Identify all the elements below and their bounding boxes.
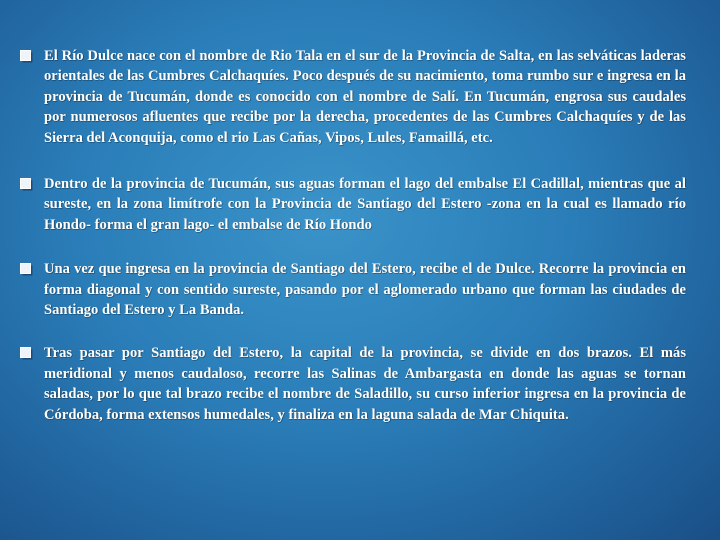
bullet-item-2 <box>20 174 686 235</box>
bullet-text: Tras pasar por Santiago del Estero, la capital de la provincia, se divide en dos brazos. El más meridional y menos caudaloso, recorre las Salinas de Ambargasta en donde las aguas se tornan saladas, por lo que tal brazo recibe el nombre de Saladillo, su curso inferior ingresa en la provincia de Córdoba, forma extensos humedales, y finaliza en la laguna salada de Mar Chiquita. <box>44 345 686 423</box>
bullet-text: Una vez que ingresa en la provincia de Santiago del Estero, recibe el de Dulce. Recorre la provincia en forma diagonal y con sentido sureste, pasando por el aglomerado urbano que forman las ciudades de Santiago del Estero y La Banda. <box>44 261 686 319</box>
checkbox-bullet-icon <box>20 263 33 276</box>
bullet-item-1 <box>20 46 686 148</box>
checkbox-bullet-icon <box>20 347 33 360</box>
bullet-text: El Río Dulce nace con el nombre de Rio Tala en el sur de la Provincia de Salta, en las selváticas laderas orientales de las Cumbres Calchaquíes. Poco después de su nacimiento, toma rumbo sur e ingresa en la provincia de Tucumán, donde es conocido con el nombre de Salí. En Tucumán, engrosa sus caudales por numerosos afluentes que recibe por la derecha, procedentes de las Cumbres Calchaquíes y de las Sierra del Aconquija, como el rio Las Cañas, Vipos, Lules, Famaillá, etc. <box>44 48 686 146</box>
slide-content <box>20 46 686 451</box>
checkbox-bullet-icon <box>20 50 33 63</box>
bullet-item-4 <box>20 343 686 425</box>
bullet-item-3 <box>20 259 686 320</box>
checkbox-bullet-icon <box>20 178 33 191</box>
bullet-text: Dentro de la provincia de Tucumán, sus aguas forman el lago del embalse El Cadillal, mientras que al sureste, en la zona limítrofe con la Provincia de Santiago del Estero -zona en la cual es llamado río Hondo- forma el gran lago- el embalse de Río Hondo <box>44 176 686 233</box>
